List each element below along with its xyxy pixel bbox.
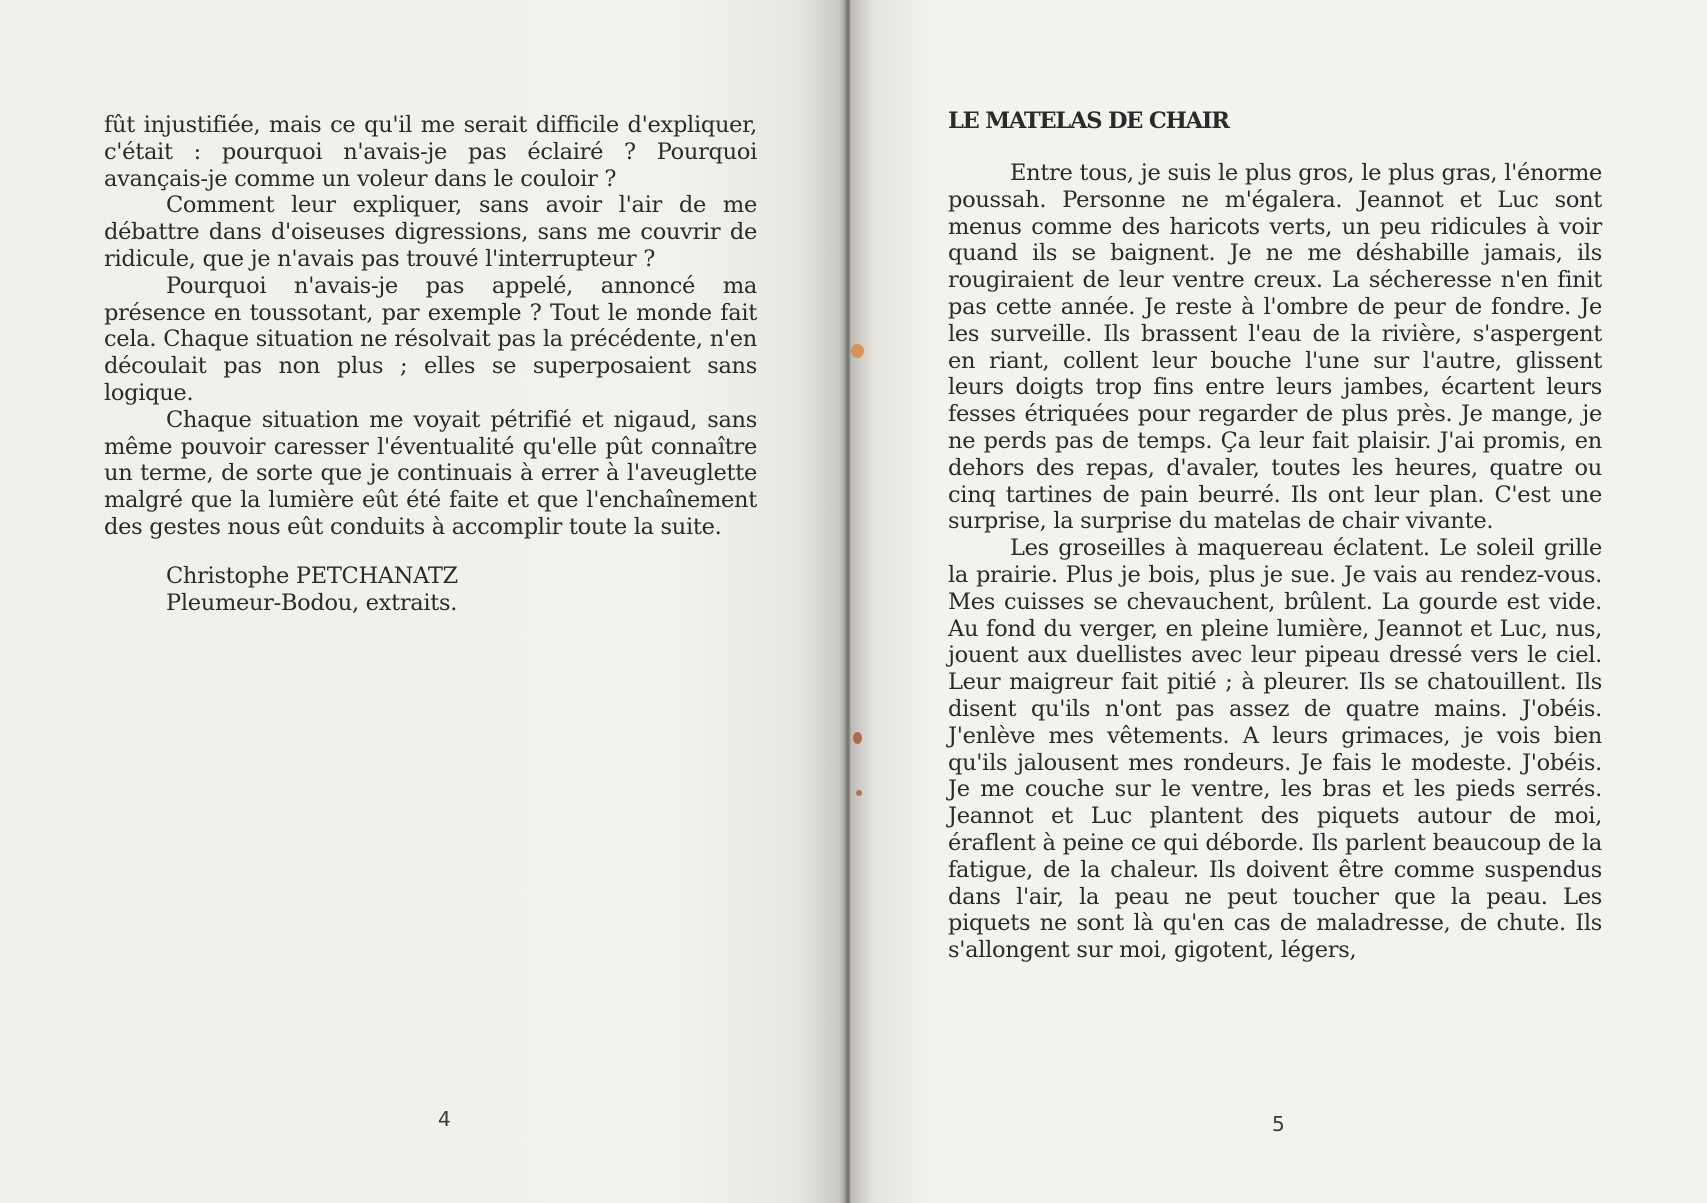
signature-author: Christophe PETCHANATZ <box>166 562 458 589</box>
paper-stain <box>853 732 862 744</box>
page-number-left: 4 <box>438 1107 451 1131</box>
signature <box>166 563 757 617</box>
chapter-title: LE MATELAS DE CHAIR <box>948 108 1229 134</box>
paper-stain <box>851 344 864 358</box>
paper-stain <box>856 790 862 796</box>
left-page-body <box>104 112 757 616</box>
paragraph: fût injustifiée, mais ce qu'il me serait difficile d'expliquer, c'était : pourquoi n'avais-je pas éclairé ? Pourquoi avançais-je comme un voleur dans le couloir ? <box>104 112 757 192</box>
paragraph: Chaque situation me voyait pétrifié et nigaud, sans même pouvoir caresser l'éventualité qu'elle pût connaître un terme, de sorte que je continuais à errer à l'aveuglette malgré que la lumière eût été faite et que l'enchaînement des gestes nous eût conduits à accomplir toute la suite. <box>104 406 757 540</box>
paragraph: Entre tous, je suis le plus gros, le plus gras, l'énorme poussah. Personne ne m'égalera. Jeannot et Luc sont menus comme des haricots verts, un peu ridicules à voir quand ils se baignent. Je ne me déshabille jamais, ils rougiraient de leur ventre creux. La sécheresse n'en finit pas cette année. Je reste à l'ombre de peur de fondre. Je les surveille. Ils brassent l'eau de la rivière, s'aspergent en riant, collent leur bouche l'une sur l'autre, glissent leurs doigts trop fins entre leurs jambes, écartent leurs fesses étriquées pour regarder de plus près. Je mange, je ne perds pas de temps. Ça leur fait plaisir. J'ai promis, en dehors des repas, d'avaler, toutes les heures, quatre ou cinq tartines de pain beurré. Ils ont leur plan. C'est une surprise, la surprise du matelas de chair vivante. <box>948 160 1602 535</box>
left-page <box>0 0 848 1203</box>
paragraph: Les groseilles à maquereau éclatent. Le soleil grille la prairie. Plus je bois, plus je sue. Je vais au rendez-vous. Mes cuisses se chevauchent, brûlent. La gourde est vide. Au fond du verger, en pleine lumière, Jeannot et Luc, nus, jouent aux duellistes avec leur pipeau dressé vers le ciel. Leur maigreur fait pitié ; à pleurer. Ils se chatouillent. Ils disent qu'ils n'ont pas assez de quatre mains. J'obéis. J'enlève mes vêtements. A leurs grimaces, je vois bien qu'ils jalousent mes rondeurs. Je fais le modeste. J'obéis. Je me couche sur le ventre, les bras et les pieds serrés. Jeannot et Luc plantent des piquets autour de moi, éraflent à peine ce qui déborde. Ils parlent beaucoup de la fatigue, de la chaleur. Ils doivent être comme suspendus dans l'air, la peau ne peut toucher que la peau. Les piquets ne sont là qu'en cas de maladresse, de chute. Ils s'allongent sur moi, gigotent, légers, <box>948 535 1602 964</box>
right-page-body <box>948 108 1602 964</box>
paragraph: Pourquoi n'avais-je pas appelé, annoncé ma présence en toussotant, par exemple ? Tout le monde fait cela. Chaque situation ne résolvait pas la précédente, n'en découlait pas non plus ; elles se superposaient sans logique. <box>104 272 757 406</box>
book-spine <box>845 0 851 1203</box>
page-number-right: 5 <box>1272 1112 1285 1136</box>
paragraph: Comment leur expliquer, sans avoir l'air de me débattre dans d'oiseuses digressions, sans me couvrir de ridicule, que je n'avais pas trouvé l'interrupteur ? <box>104 192 757 272</box>
signature-source: Pleumeur-Bodou, extraits. <box>166 589 458 616</box>
